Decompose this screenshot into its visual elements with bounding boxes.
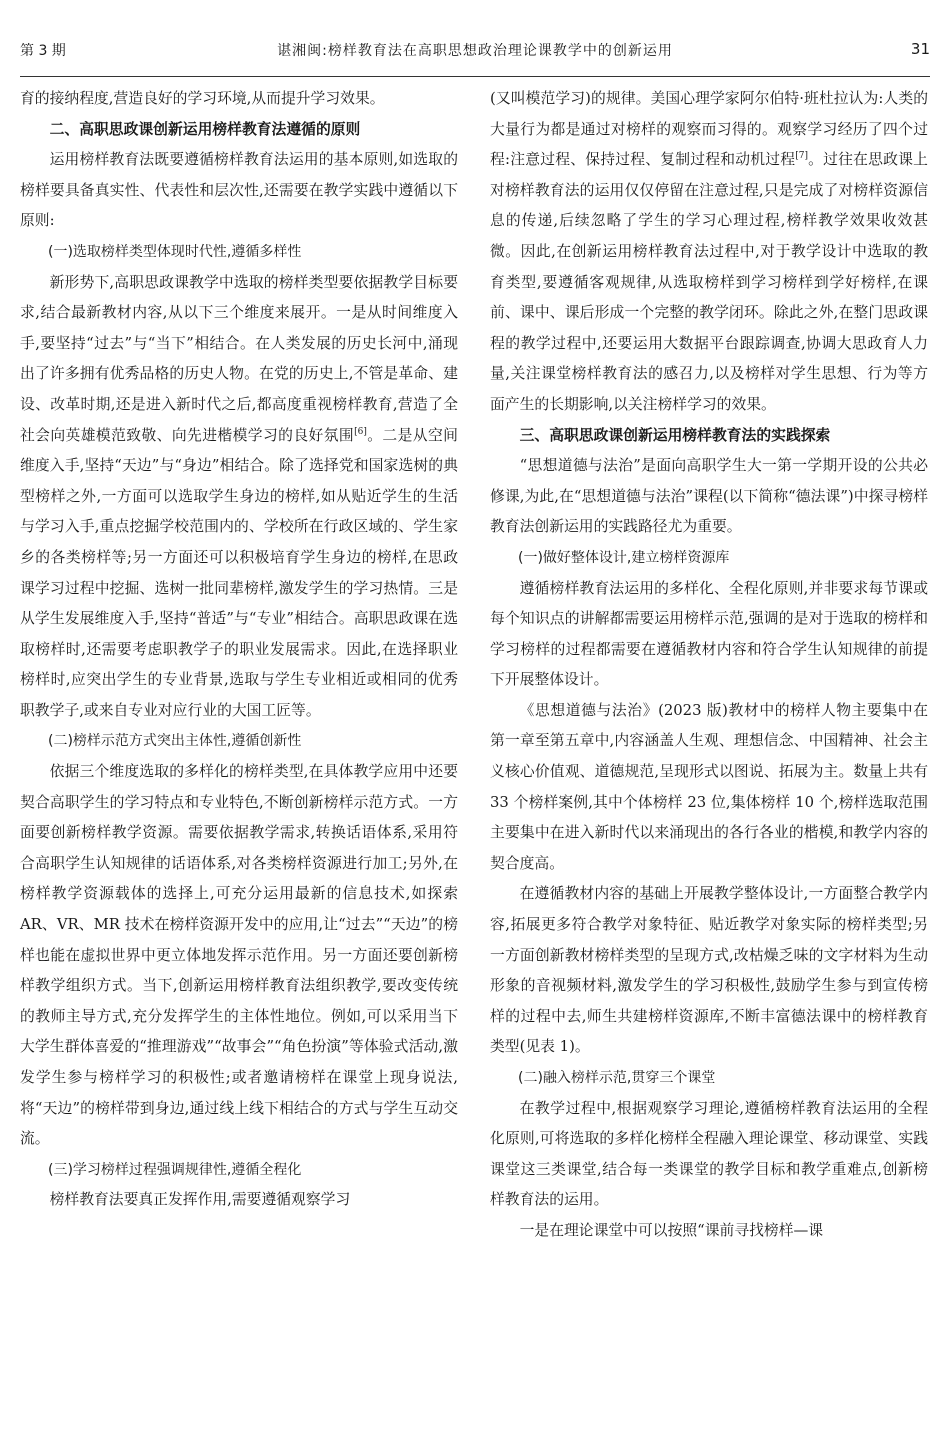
subsection-heading-2-3: (三)学习榜样过程强调规律性,遵循全程化	[48, 1161, 302, 1178]
paragraph: 在遵循教材内容的基础上开展教学整体设计,一方面整合教学内容,拓展更多符合教学对象特征、贴近教学对象实际的榜样类型;另一方面创新教材榜样类型的呈现方式,改枯燥乏味的文字材料为生动形象的音视频材料,激发学生的学习积极性,鼓励学生参与到宣传榜样的过程中去,师生共建榜样资源库,不断丰富德法课中的榜样教育类型(见表 1)。	[490, 885, 928, 1056]
paragraph: 育的接纳程度,营造良好的学习环境,从而提升学习效果。	[20, 90, 385, 107]
paragraph-text: 新形势下,高职思政课教学中选取的榜样类型要依据教学目标要求,结合最新教材内容,从以下三个维度来展开。一是从时间维度入手,要坚持“过去”与“当下”相结合。在人类发展的历史长河中,涌现出了许多拥有优秀品格的历史人物。在党的历史上,不管是革命、建设、改革时期,还是进入新时代之后,都高度重视榜样教育,营造了全社会向英雄模范致敬、向先进楷模学习的良好氛围	[20, 273, 458, 444]
left-column	[20, 84, 458, 1216]
subsection-heading-3-1: (一)做好整体设计,建立榜样资源库	[518, 549, 730, 566]
paragraph: 遵循榜样教育法运用的多样化、全程化原则,并非要求每节课或每个知识点的讲解都需要运用榜样示范,强调的是对于选取的榜样和学习榜样的过程都需要在遵循教材内容和符合学生认知规律的前提下开展整体设计。	[490, 579, 928, 689]
paragraph-text: 。过往在思政课上对榜样教育法的运用仅仅停留在注意过程,只是完成了对榜样资源信息的传递,后续忽略了学生的学习心理过程,榜样教学效果收效甚微。因此,在创新运用榜样教育法过程中,对于教学设计中选取的教育类型,要遵循客观规律,从选取榜样到学习榜样到学好榜样,在课前、课中、课后形成一个完整的教学闭环。除此之外,在整门思政课程的教学过程中,还要运用大数据平台跟踪调查,协调大思政育人力量,关注课堂榜样教育法的感召力,以及榜样对学生思想、行为等方面产生的长期影响,以关注榜样学习的效果。	[490, 151, 928, 413]
paragraph: 在教学过程中,根据观察学习理论,遵循榜样教育法运用的全程化原则,可将选取的多样化榜样全程融入理论课堂、移动课堂、实践课堂这三类课堂,结合每一类课堂的教学目标和教学重难点,创新榜样教育法的运用。	[490, 1099, 928, 1209]
running-title: 谌湘闽:榜样教育法在高职思想政治理论课教学中的创新运用	[277, 43, 673, 59]
section-heading-2: 二、高职思政课创新运用榜样教育法遵循的原则	[49, 120, 361, 138]
paragraph-text: (又叫模范学习)的规律。美国心理学家阿尔伯特·班杜拉认为:人类的大量行为都是通过对榜样的观察而习得的。观察学习经历了四个过程:注意过程、保持过程、复制过程和动机过程	[490, 90, 928, 169]
paragraph: 运用榜样教育法既要遵循榜样教育法运用的基本原则,如选取的榜样要具备真实性、代表性和层次性,还需要在教学实践中遵循以下原则:	[20, 151, 458, 230]
paragraph-text: 。二是从空间维度入手,坚持“天边”与“身边”相结合。除了选择党和国家选树的典型榜样之外,一方面可以选取学生身边的榜样,如从贴近学生的生活与学习入手,重点挖掘学校范围内的、学校所在行政区域的、学生家乡的各类榜样等;另一方面还可以积极培育学生身边的榜样,在思政课学习过程中挖掘、选树一批同辈榜样,激发学生的学习热情。三是从学生发展维度入手,坚持“普适”与“专业”相结合。高职思政课在选取榜样时,还需要考虑职教学子的职业发展需求。因此,在选择职业榜样时,应突出学生的专业背景,选取与学生专业相近或相同的优秀职教学子,或来自专业对应行业的大国工匠等。	[20, 426, 458, 719]
subsection-heading-3-2: (二)融入榜样示范,贯穿三个课堂	[518, 1070, 716, 1086]
paragraph: 《思想道德与法治》(2023 版)教材中的榜样人物主要集中在第一章至第五章中,内容涵盖人生观、理想信念、中国精神、社会主义核心价值观、道德规范,呈现形式以图说、拓展为主。数量上共有 33 个榜样案例,其中个体榜样 23 位,集体榜样 10 个,榜样选取范围主要集中在进入新时代以来涌现出的各行各业的楷模,和教学内容的契合度高。	[490, 701, 928, 872]
paragraph	[20, 268, 458, 727]
paragraph	[490, 84, 928, 421]
page-number: 31	[910, 40, 930, 58]
section-heading-3: 三、高职思政课创新运用榜样教育法的实践探索	[519, 426, 831, 444]
header-rule	[20, 76, 930, 77]
paragraph: 依据三个维度选取的多样化的榜样类型,在具体教学应用中还要契合高职学生的学习特点和专业特色,不断创新榜样示范方式。一方面要创新榜样教学资源。需要依据教学需求,转换话语体系,采用符合高职学生认知规律的话语体系,对各类榜样资源进行加工;另外,在榜样教学资源载体的选择上,可充分运用最新的信息技术,如探索 AR、VR、MR 技术在榜样资源开发中的应用,让“过去”“天边”的榜样也能在虚拟世界中更立体地发挥示范作用。另一方面还要创新榜样教学组织方式。当下,创新运用榜样教育法组织教学,要改变传统的教师主导方式,充分发挥学生的主体性地位。例如,可以采用当下大学生群体喜爱的“推理游戏”“故事会”“角色扮演”等体验式活动,激发学生参与榜样学习的积极性;或者邀请榜样在课堂上现身说法,将“天边”的榜样带到身边,通过线上线下相结合的方式与学生互动交流。	[20, 763, 458, 1148]
citation-ref[interactable]: [7]	[795, 151, 808, 162]
subsection-heading-2-1: (一)选取榜样类型体现时代性,遵循多样性	[48, 243, 302, 260]
paragraph: 一是在理论课堂中可以按照“课前寻找榜样—课	[519, 1221, 824, 1239]
citation-ref[interactable]: [6]	[354, 426, 367, 437]
right-column	[490, 84, 928, 1247]
paragraph: “思想道德与法治”是面向高职学生大一第一学期开设的公共必修课,为此,在“思想道德与法治”课程(以下简称“德法课”)中探寻榜样教育法创新运用的实践路径尤为重要。	[490, 457, 928, 536]
paragraph: 榜样教育法要真正发挥作用,需要遵循观察学习	[49, 1191, 351, 1209]
subsection-heading-2-2: (二)榜样示范方式突出主体性,遵循创新性	[48, 733, 302, 750]
issue-label: 第 3 期	[20, 43, 66, 59]
running-header	[20, 40, 930, 70]
